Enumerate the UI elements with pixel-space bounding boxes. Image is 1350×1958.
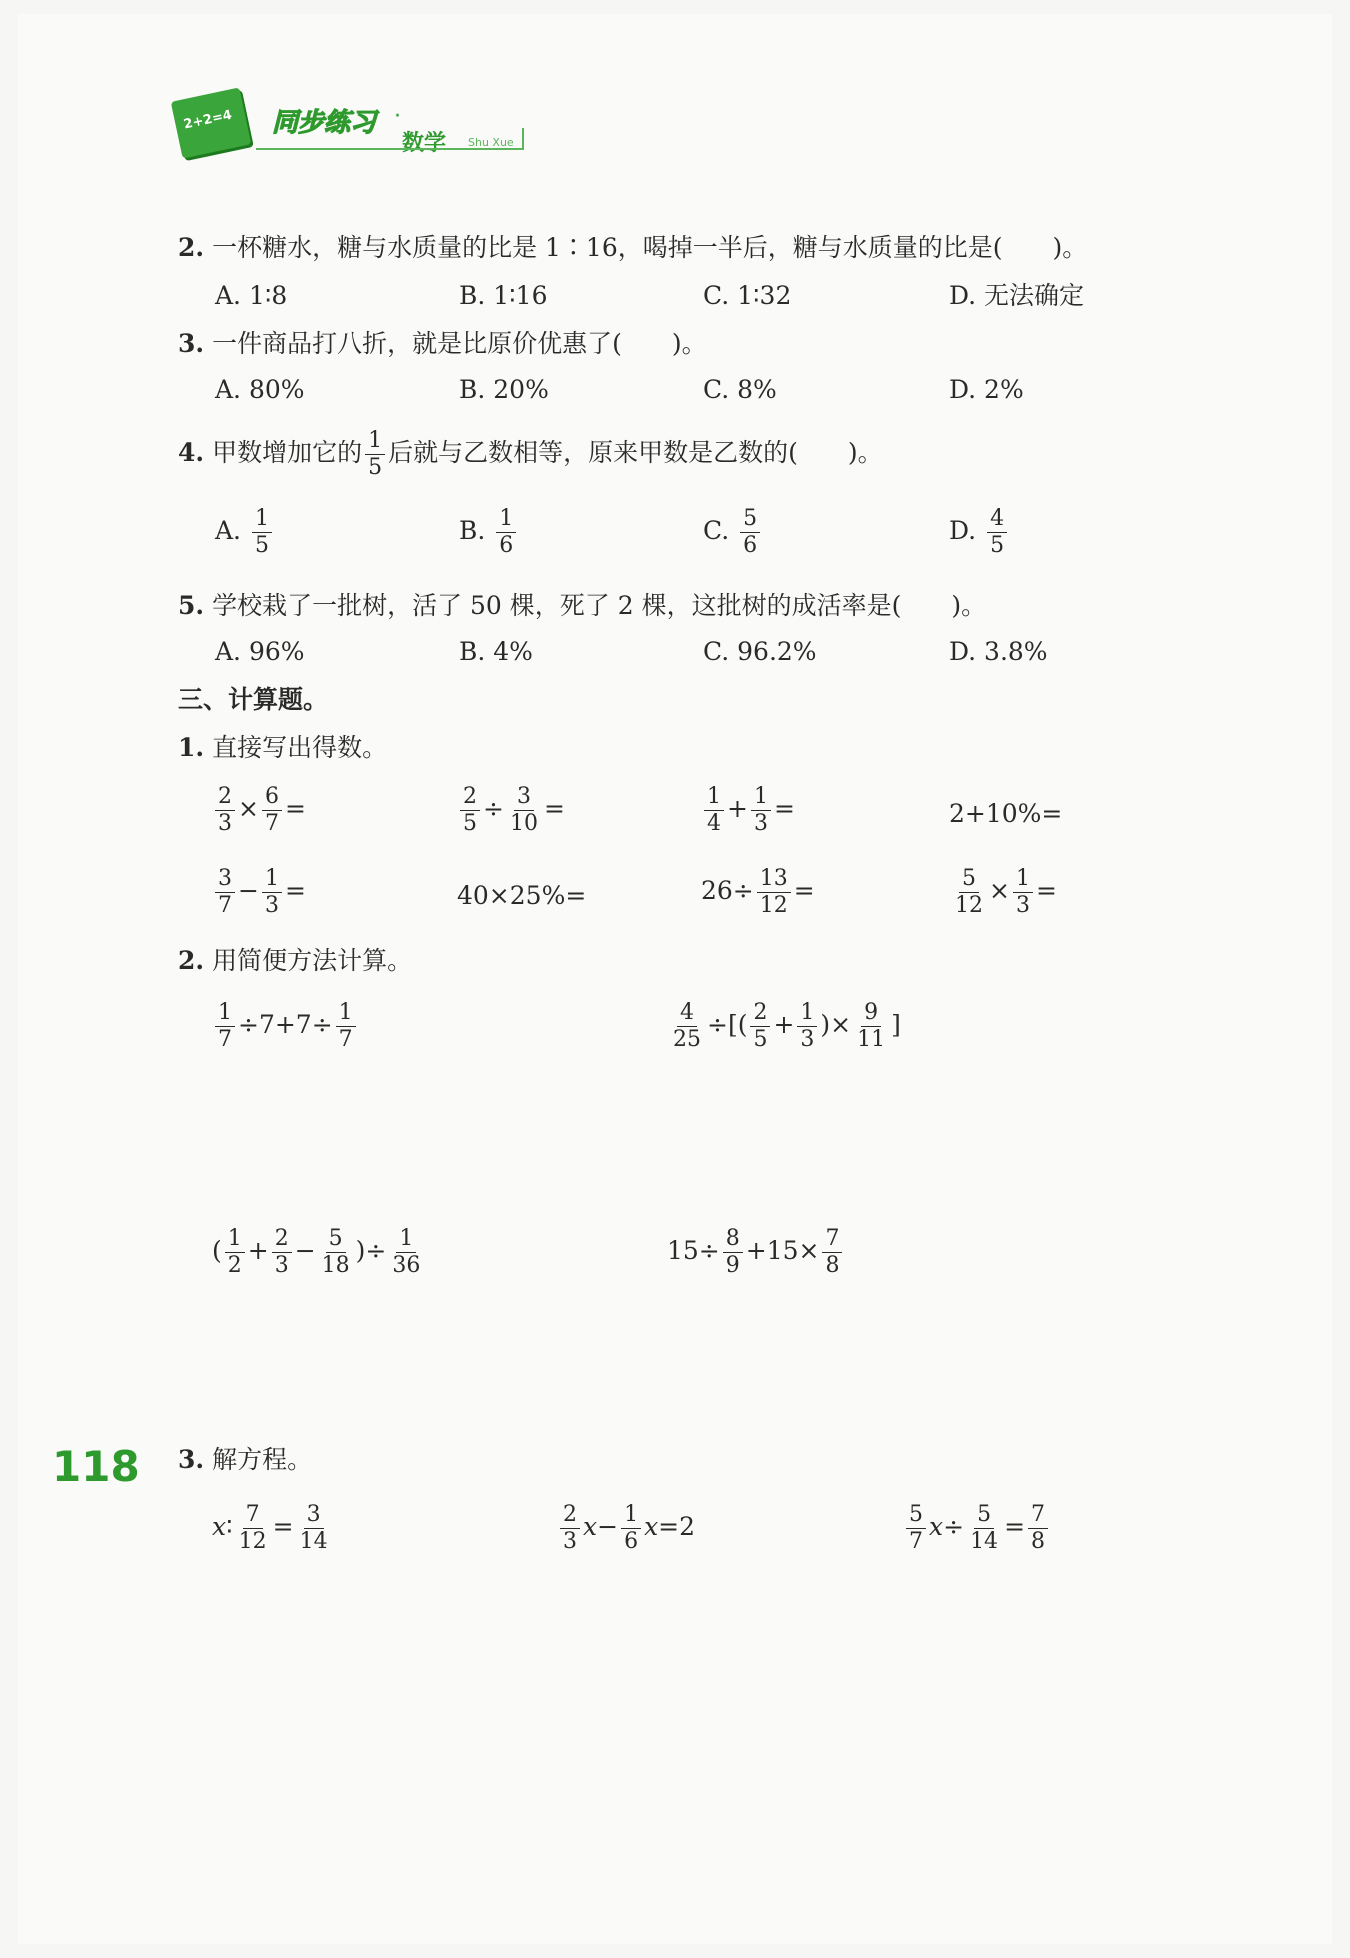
fraction bbox=[723, 1226, 743, 1279]
option-d: D. 3.8% bbox=[949, 637, 1048, 666]
denominator: 9 bbox=[725, 1253, 740, 1278]
option-b: B. 4% bbox=[459, 637, 533, 666]
page-number: 118 bbox=[52, 1442, 140, 1491]
operator-text: + bbox=[247, 1236, 269, 1265]
numerator: 2 bbox=[272, 1226, 292, 1253]
expression bbox=[457, 784, 565, 837]
denominator: 3 bbox=[274, 1253, 289, 1278]
book-header bbox=[176, 84, 536, 164]
question-text: 一件商品打八折，就是比原价优惠了( )。 bbox=[212, 329, 707, 358]
operator-text: ÷7+7÷ bbox=[238, 1010, 333, 1039]
expression bbox=[949, 866, 1057, 919]
denominator: 8 bbox=[825, 1253, 840, 1278]
option-b: B. 1∶16 bbox=[459, 281, 548, 310]
fraction bbox=[460, 784, 480, 837]
operator-text: 15÷ bbox=[667, 1236, 720, 1265]
option-label: A. bbox=[215, 516, 242, 545]
header-dot: · bbox=[394, 104, 401, 129]
fraction bbox=[987, 506, 1007, 559]
part-text: 用简便方法计算。 bbox=[212, 946, 413, 975]
fraction bbox=[750, 1000, 770, 1053]
equals: = bbox=[773, 794, 795, 823]
numerator: 1 bbox=[496, 506, 516, 533]
option-a: A. 1∶8 bbox=[215, 281, 288, 310]
fraction bbox=[507, 784, 541, 837]
denominator: 5 bbox=[368, 455, 383, 480]
denominator: 7 bbox=[264, 811, 279, 836]
option-d: D. 2% bbox=[949, 375, 1024, 404]
fraction bbox=[740, 506, 760, 559]
equation-3 bbox=[903, 1502, 1051, 1555]
expression bbox=[701, 784, 795, 837]
part-number: 1. bbox=[178, 733, 205, 762]
fraction bbox=[389, 1226, 423, 1279]
fraction bbox=[215, 866, 235, 919]
part-number: 2. bbox=[178, 946, 205, 975]
denominator: 12 bbox=[759, 893, 788, 918]
equals: = bbox=[284, 794, 306, 823]
expression: 40×25%= bbox=[457, 881, 587, 910]
fraction bbox=[252, 506, 272, 559]
board-text: 2+2=4 bbox=[182, 107, 234, 133]
denominator: 7 bbox=[218, 1027, 232, 1052]
fraction bbox=[496, 506, 516, 559]
denominator: 14 bbox=[299, 1529, 328, 1554]
equals: = bbox=[793, 876, 815, 905]
numerator: 1 bbox=[621, 1502, 641, 1529]
operator: + bbox=[727, 794, 748, 823]
equals: = bbox=[543, 794, 565, 823]
numerator: 3 bbox=[304, 1502, 324, 1529]
option-c: C. 1∶32 bbox=[703, 281, 792, 310]
denominator: 8 bbox=[1031, 1529, 1046, 1554]
numerator: 1 bbox=[1013, 866, 1033, 893]
question-text-b: 后就与乙数相等，原来甲数是乙数的( )。 bbox=[388, 438, 883, 467]
denominator: 5 bbox=[753, 1027, 768, 1052]
numerator: 7 bbox=[243, 1502, 263, 1529]
fraction bbox=[1028, 1502, 1048, 1555]
numerator: 1 bbox=[262, 866, 282, 893]
option-b: B. 20% bbox=[459, 375, 549, 404]
denominator: 5 bbox=[463, 811, 477, 836]
numerator: 2 bbox=[460, 784, 480, 811]
denominator: 14 bbox=[970, 1529, 999, 1554]
numerator: 1 bbox=[365, 428, 385, 455]
numerator: 5 bbox=[740, 506, 760, 533]
numerator: 4 bbox=[987, 506, 1007, 533]
header-title: 同步练习 bbox=[272, 108, 377, 138]
fraction bbox=[215, 1000, 235, 1053]
header-subject: 数学 bbox=[402, 131, 447, 156]
numerator: 5 bbox=[326, 1226, 346, 1253]
variable: x bbox=[212, 1512, 227, 1541]
equals: = bbox=[1035, 876, 1057, 905]
fraction bbox=[704, 784, 724, 837]
numerator: 1 bbox=[336, 1000, 356, 1027]
part-text: 直接写出得数。 bbox=[212, 733, 388, 762]
numerator: 3 bbox=[215, 866, 235, 893]
denominator: 18 bbox=[321, 1253, 350, 1278]
part-text: 解方程。 bbox=[212, 1445, 313, 1474]
numerator: 13 bbox=[757, 866, 791, 893]
part-2 bbox=[178, 945, 412, 977]
chalkboard-logo bbox=[171, 87, 252, 158]
denominator: 12 bbox=[238, 1529, 267, 1554]
denominator: 2 bbox=[227, 1253, 242, 1278]
operator-text: + bbox=[773, 1010, 795, 1039]
simplify-expression-2 bbox=[667, 1000, 901, 1053]
fraction bbox=[236, 1502, 270, 1555]
operator-text: )÷ bbox=[355, 1236, 387, 1265]
fraction bbox=[365, 428, 385, 481]
question-number: 3. bbox=[178, 329, 205, 358]
numerator: 8 bbox=[723, 1226, 743, 1253]
section-title: 三、计算题。 bbox=[178, 685, 329, 714]
numerator: 2 bbox=[560, 1502, 580, 1529]
operator-text: − bbox=[597, 1512, 619, 1541]
option-label: D. bbox=[949, 516, 977, 545]
option-a: A. 80% bbox=[215, 375, 305, 404]
operator-text: − bbox=[294, 1236, 316, 1265]
variable: x bbox=[644, 1512, 659, 1541]
denominator: 6 bbox=[624, 1529, 639, 1554]
simplify-expression-1 bbox=[212, 1000, 359, 1053]
option-c: C. 96.2% bbox=[703, 637, 817, 666]
fraction bbox=[621, 1502, 641, 1555]
fraction bbox=[262, 866, 282, 919]
option-b bbox=[459, 506, 519, 559]
option-c bbox=[703, 506, 763, 559]
numerator: 5 bbox=[906, 1502, 926, 1529]
numerator: 3 bbox=[514, 784, 534, 811]
denominator: 3 bbox=[800, 1027, 815, 1052]
denominator: 6 bbox=[499, 533, 514, 558]
numerator: 2 bbox=[750, 1000, 770, 1027]
denominator: 3 bbox=[753, 811, 768, 836]
question-3 bbox=[178, 328, 707, 360]
numerator: 1 bbox=[751, 784, 771, 811]
header-pinyin: Shu Xue bbox=[468, 136, 514, 149]
question-text: 学校栽了一批树，活了 50 棵，死了 2 棵，这批树的成活率是( )。 bbox=[212, 591, 987, 620]
fraction bbox=[262, 784, 282, 837]
option-a bbox=[215, 506, 275, 559]
fraction bbox=[560, 1502, 580, 1555]
fraction bbox=[952, 866, 986, 919]
prefix: 26÷ bbox=[701, 876, 754, 905]
operator: × bbox=[989, 876, 1010, 905]
fraction bbox=[854, 1000, 888, 1053]
expression bbox=[212, 784, 306, 837]
question-number: 5. bbox=[178, 591, 205, 620]
operator-text: = bbox=[1004, 1512, 1026, 1541]
expression bbox=[701, 866, 815, 919]
fraction bbox=[797, 1000, 817, 1053]
numerator: 7 bbox=[822, 1226, 842, 1253]
operator-text: )× bbox=[820, 1010, 852, 1039]
equals: = bbox=[284, 876, 306, 905]
option-d: D. 无法确定 bbox=[949, 281, 1085, 310]
fraction bbox=[319, 1226, 353, 1279]
operator: − bbox=[238, 876, 259, 905]
denominator: 4 bbox=[707, 811, 721, 836]
numerator: 9 bbox=[861, 1000, 881, 1027]
variable: x bbox=[583, 1512, 598, 1541]
numerator: 7 bbox=[1028, 1502, 1048, 1529]
question-text: 一杯糖水，糖与水质量的比是 1∶16，喝掉一半后，糖与水质量的比是( )。 bbox=[212, 233, 1088, 262]
fraction bbox=[272, 1226, 292, 1279]
question-5 bbox=[178, 590, 986, 622]
fraction bbox=[822, 1226, 842, 1279]
denominator: 3 bbox=[563, 1529, 577, 1554]
fraction bbox=[336, 1000, 356, 1053]
operator-text: =2 bbox=[658, 1512, 696, 1541]
denominator: 7 bbox=[909, 1529, 923, 1554]
option-label: B. bbox=[459, 516, 486, 545]
fraction bbox=[225, 1226, 245, 1279]
fraction bbox=[297, 1502, 331, 1555]
denominator: 5 bbox=[254, 533, 269, 558]
operator: × bbox=[238, 794, 259, 823]
question-4 bbox=[178, 428, 883, 481]
fraction bbox=[1013, 866, 1033, 919]
equation-2 bbox=[557, 1502, 695, 1555]
denominator: 25 bbox=[673, 1027, 701, 1052]
question-text-a: 甲数增加它的 bbox=[212, 438, 363, 467]
equation-1 bbox=[212, 1502, 334, 1555]
fraction bbox=[757, 866, 791, 919]
option-a: A. 96% bbox=[215, 637, 305, 666]
variable: x bbox=[929, 1512, 944, 1541]
denominator: 3 bbox=[218, 811, 232, 836]
operator: ÷ bbox=[483, 794, 504, 823]
part-3 bbox=[178, 1444, 312, 1476]
question-number: 2. bbox=[178, 233, 205, 262]
denominator: 12 bbox=[955, 893, 983, 918]
operator-text: ÷ bbox=[943, 1512, 965, 1541]
operator-text: ∶ bbox=[226, 1512, 233, 1541]
part-number: 3. bbox=[178, 1445, 205, 1474]
option-label: C. bbox=[703, 516, 730, 545]
fraction bbox=[906, 1502, 926, 1555]
denominator: 7 bbox=[218, 893, 232, 918]
denominator: 3 bbox=[1015, 893, 1030, 918]
simplify-expression-4 bbox=[667, 1226, 845, 1279]
operator-text: ] bbox=[891, 1010, 901, 1039]
question-2 bbox=[178, 232, 1087, 264]
operator-text: ( bbox=[212, 1236, 222, 1265]
expression bbox=[212, 866, 306, 919]
denominator: 36 bbox=[392, 1253, 421, 1278]
numerator: 4 bbox=[677, 1000, 697, 1027]
numerator: 6 bbox=[262, 784, 282, 811]
denominator: 6 bbox=[743, 533, 758, 558]
fraction bbox=[967, 1502, 1001, 1555]
numerator: 1 bbox=[225, 1226, 245, 1253]
header-underline bbox=[256, 148, 524, 150]
numerator: 1 bbox=[396, 1226, 416, 1253]
denominator: 3 bbox=[264, 893, 279, 918]
operator-text: ÷[( bbox=[707, 1010, 748, 1039]
numerator: 5 bbox=[974, 1502, 994, 1529]
option-c: C. 8% bbox=[703, 375, 777, 404]
numerator: 1 bbox=[704, 784, 724, 811]
simplify-expression-3 bbox=[212, 1226, 426, 1279]
fraction bbox=[215, 784, 235, 837]
denominator: 5 bbox=[990, 533, 1005, 558]
fraction bbox=[751, 784, 771, 837]
header-underline-end bbox=[522, 128, 524, 150]
option-d bbox=[949, 506, 1010, 559]
fraction bbox=[670, 1000, 704, 1053]
operator-text: +15× bbox=[745, 1236, 820, 1265]
numerator: 1 bbox=[252, 506, 272, 533]
expression: 2+10%= bbox=[949, 799, 1063, 828]
numerator: 5 bbox=[959, 866, 979, 893]
denominator: 11 bbox=[857, 1027, 886, 1052]
operator-text: = bbox=[272, 1512, 294, 1541]
part-1 bbox=[178, 732, 387, 764]
question-number: 4. bbox=[178, 438, 205, 467]
denominator: 10 bbox=[509, 811, 538, 836]
numerator: 1 bbox=[797, 1000, 817, 1027]
numerator: 2 bbox=[215, 784, 235, 811]
numerator: 1 bbox=[215, 1000, 235, 1027]
denominator: 7 bbox=[338, 1027, 353, 1052]
